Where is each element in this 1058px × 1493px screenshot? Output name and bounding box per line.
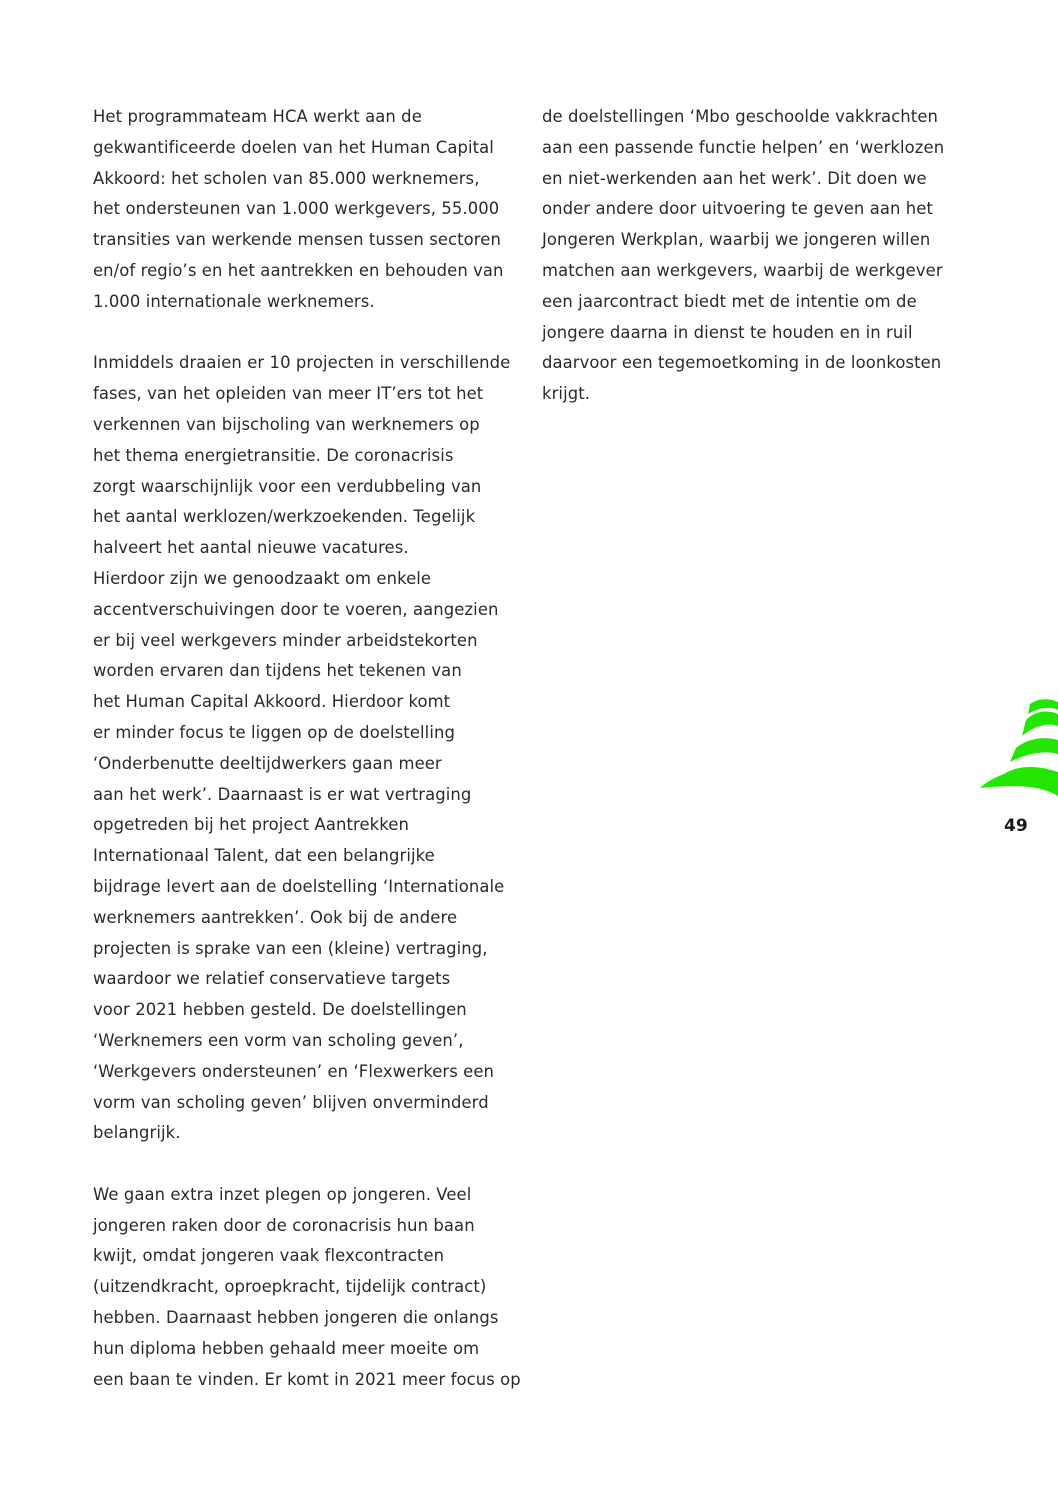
text-line: accentverschuivingen door te voeren, aangezien <box>93 599 499 619</box>
text-line: het ondersteunen van 1.000 werkgevers, 55.000 <box>93 199 500 219</box>
text-line: waardoor we relatief conservatieve targets <box>93 969 451 989</box>
text-line: voor 2021 hebben gesteld. De doelstellingen <box>93 1000 467 1020</box>
paragraph <box>93 348 523 1149</box>
text-line: een jaarcontract biedt met de intentie om de <box>542 291 917 311</box>
text-line: er minder focus te liggen op de doelstelling <box>93 722 455 742</box>
text-line: hun diploma hebben gehaald meer moeite om <box>93 1338 480 1358</box>
text-line: bijdrage levert aan de doelstelling ‘Internationale <box>93 876 505 896</box>
text-line: zorgt waarschijnlijk voor een verdubbeling van <box>93 476 482 496</box>
text-line: een baan te vinden. Er komt in 2021 meer focus op <box>93 1369 521 1389</box>
text-line: kwijt, omdat jongeren vaak flexcontracten <box>93 1246 445 1266</box>
text-line: hebben. Daarnaast hebben jongeren die onlangs <box>93 1308 499 1328</box>
text-line: gekwantificeerde doelen van het Human Capital <box>93 137 494 157</box>
green-stripes-logo-icon <box>980 696 1058 796</box>
text-line: onder andere door uitvoering te geven aan het <box>542 199 934 219</box>
text-line: projecten is sprake van een (kleine) vertraging, <box>93 938 488 958</box>
text-line: (uitzendkracht, oproepkracht, tijdelijk contract) <box>93 1277 487 1297</box>
right-column <box>542 102 962 441</box>
text-line: transities van werkende mensen tussen sectoren <box>93 230 501 250</box>
text-line: verkennen van bijscholing van werknemers op <box>93 414 480 434</box>
logo-stripe-upper <box>1022 712 1058 736</box>
text-line: jongere daarna in dienst te houden en in ruil <box>542 322 913 342</box>
logo-stripe-middle <box>1010 738 1058 762</box>
paragraph <box>93 1180 523 1396</box>
text-line: krijgt. <box>542 384 591 404</box>
text-line: fases, van het opleiden van meer IT’ers tot het <box>93 384 484 404</box>
text-line: het aantal werklozen/werkzoekenden. Tegelijk <box>93 507 476 527</box>
text-line: ‘Werknemers een vorm van scholing geven’, <box>93 1030 464 1050</box>
logo-stripe-bottom <box>980 767 1058 796</box>
paragraph <box>542 102 962 410</box>
text-line: daarvoor een tegemoetkoming in de loonkosten <box>542 353 942 373</box>
text-line: We gaan extra inzet plegen op jongeren. Veel <box>93 1184 472 1204</box>
text-line: belangrijk. <box>93 1123 181 1143</box>
text-line: Internationaal Talent, dat een belangrijke <box>93 846 435 866</box>
text-line: ‘Onderbenutte deeltijdwerkers gaan meer <box>93 753 442 773</box>
text-line: Het programmateam HCA werkt aan de <box>93 107 422 126</box>
page-number: 49 <box>1004 816 1028 836</box>
text-line: opgetreden bij het project Aantrekken <box>93 815 409 835</box>
text-line: en/of regio’s en het aantrekken en behouden van <box>93 260 504 280</box>
text-line: aan een passende functie helpen’ en ‘werklozen <box>542 137 945 157</box>
text-line: ‘Werkgevers ondersteunen’ en ‘Flexwerkers een <box>93 1061 495 1081</box>
text-line: Akkoord: het scholen van 85.000 werknemers, <box>93 168 480 188</box>
text-line: en niet-werkenden aan het werk’. Dit doen we <box>542 168 927 188</box>
text-line: Inmiddels draaien er 10 projecten in verschillende <box>93 353 511 373</box>
text-line: werknemers aantrekken’. Ook bij de andere <box>93 907 458 927</box>
text-line: het Human Capital Akkoord. Hierdoor komt <box>93 692 451 712</box>
text-line: 1.000 internationale werknemers. <box>93 291 375 311</box>
text-line: Hierdoor zijn we genoodzaakt om enkele <box>93 568 432 588</box>
text-line: vorm van scholing geven’ blijven onverminderd <box>93 1092 489 1112</box>
text-line: de doelstellingen ‘Mbo geschoolde vakkrachten <box>542 107 938 126</box>
text-line: matchen aan werkgevers, waarbij de werkgever <box>542 260 943 280</box>
text-line: er bij veel werkgevers minder arbeidstekorten <box>93 630 478 650</box>
text-line: jongeren raken door de coronacrisis hun baan <box>93 1215 475 1235</box>
paragraph <box>93 102 523 318</box>
left-column <box>93 102 523 1426</box>
text-line: halveert het aantal nieuwe vacatures. <box>93 538 409 558</box>
text-line: Jongeren Werkplan, waarbij we jongeren willen <box>542 230 931 250</box>
text-line: aan het werk’. Daarnaast is er wat vertraging <box>93 784 472 804</box>
text-line: het thema energietransitie. De coronacrisis <box>93 445 454 465</box>
text-line: worden ervaren dan tijdens het tekenen van <box>93 661 462 681</box>
